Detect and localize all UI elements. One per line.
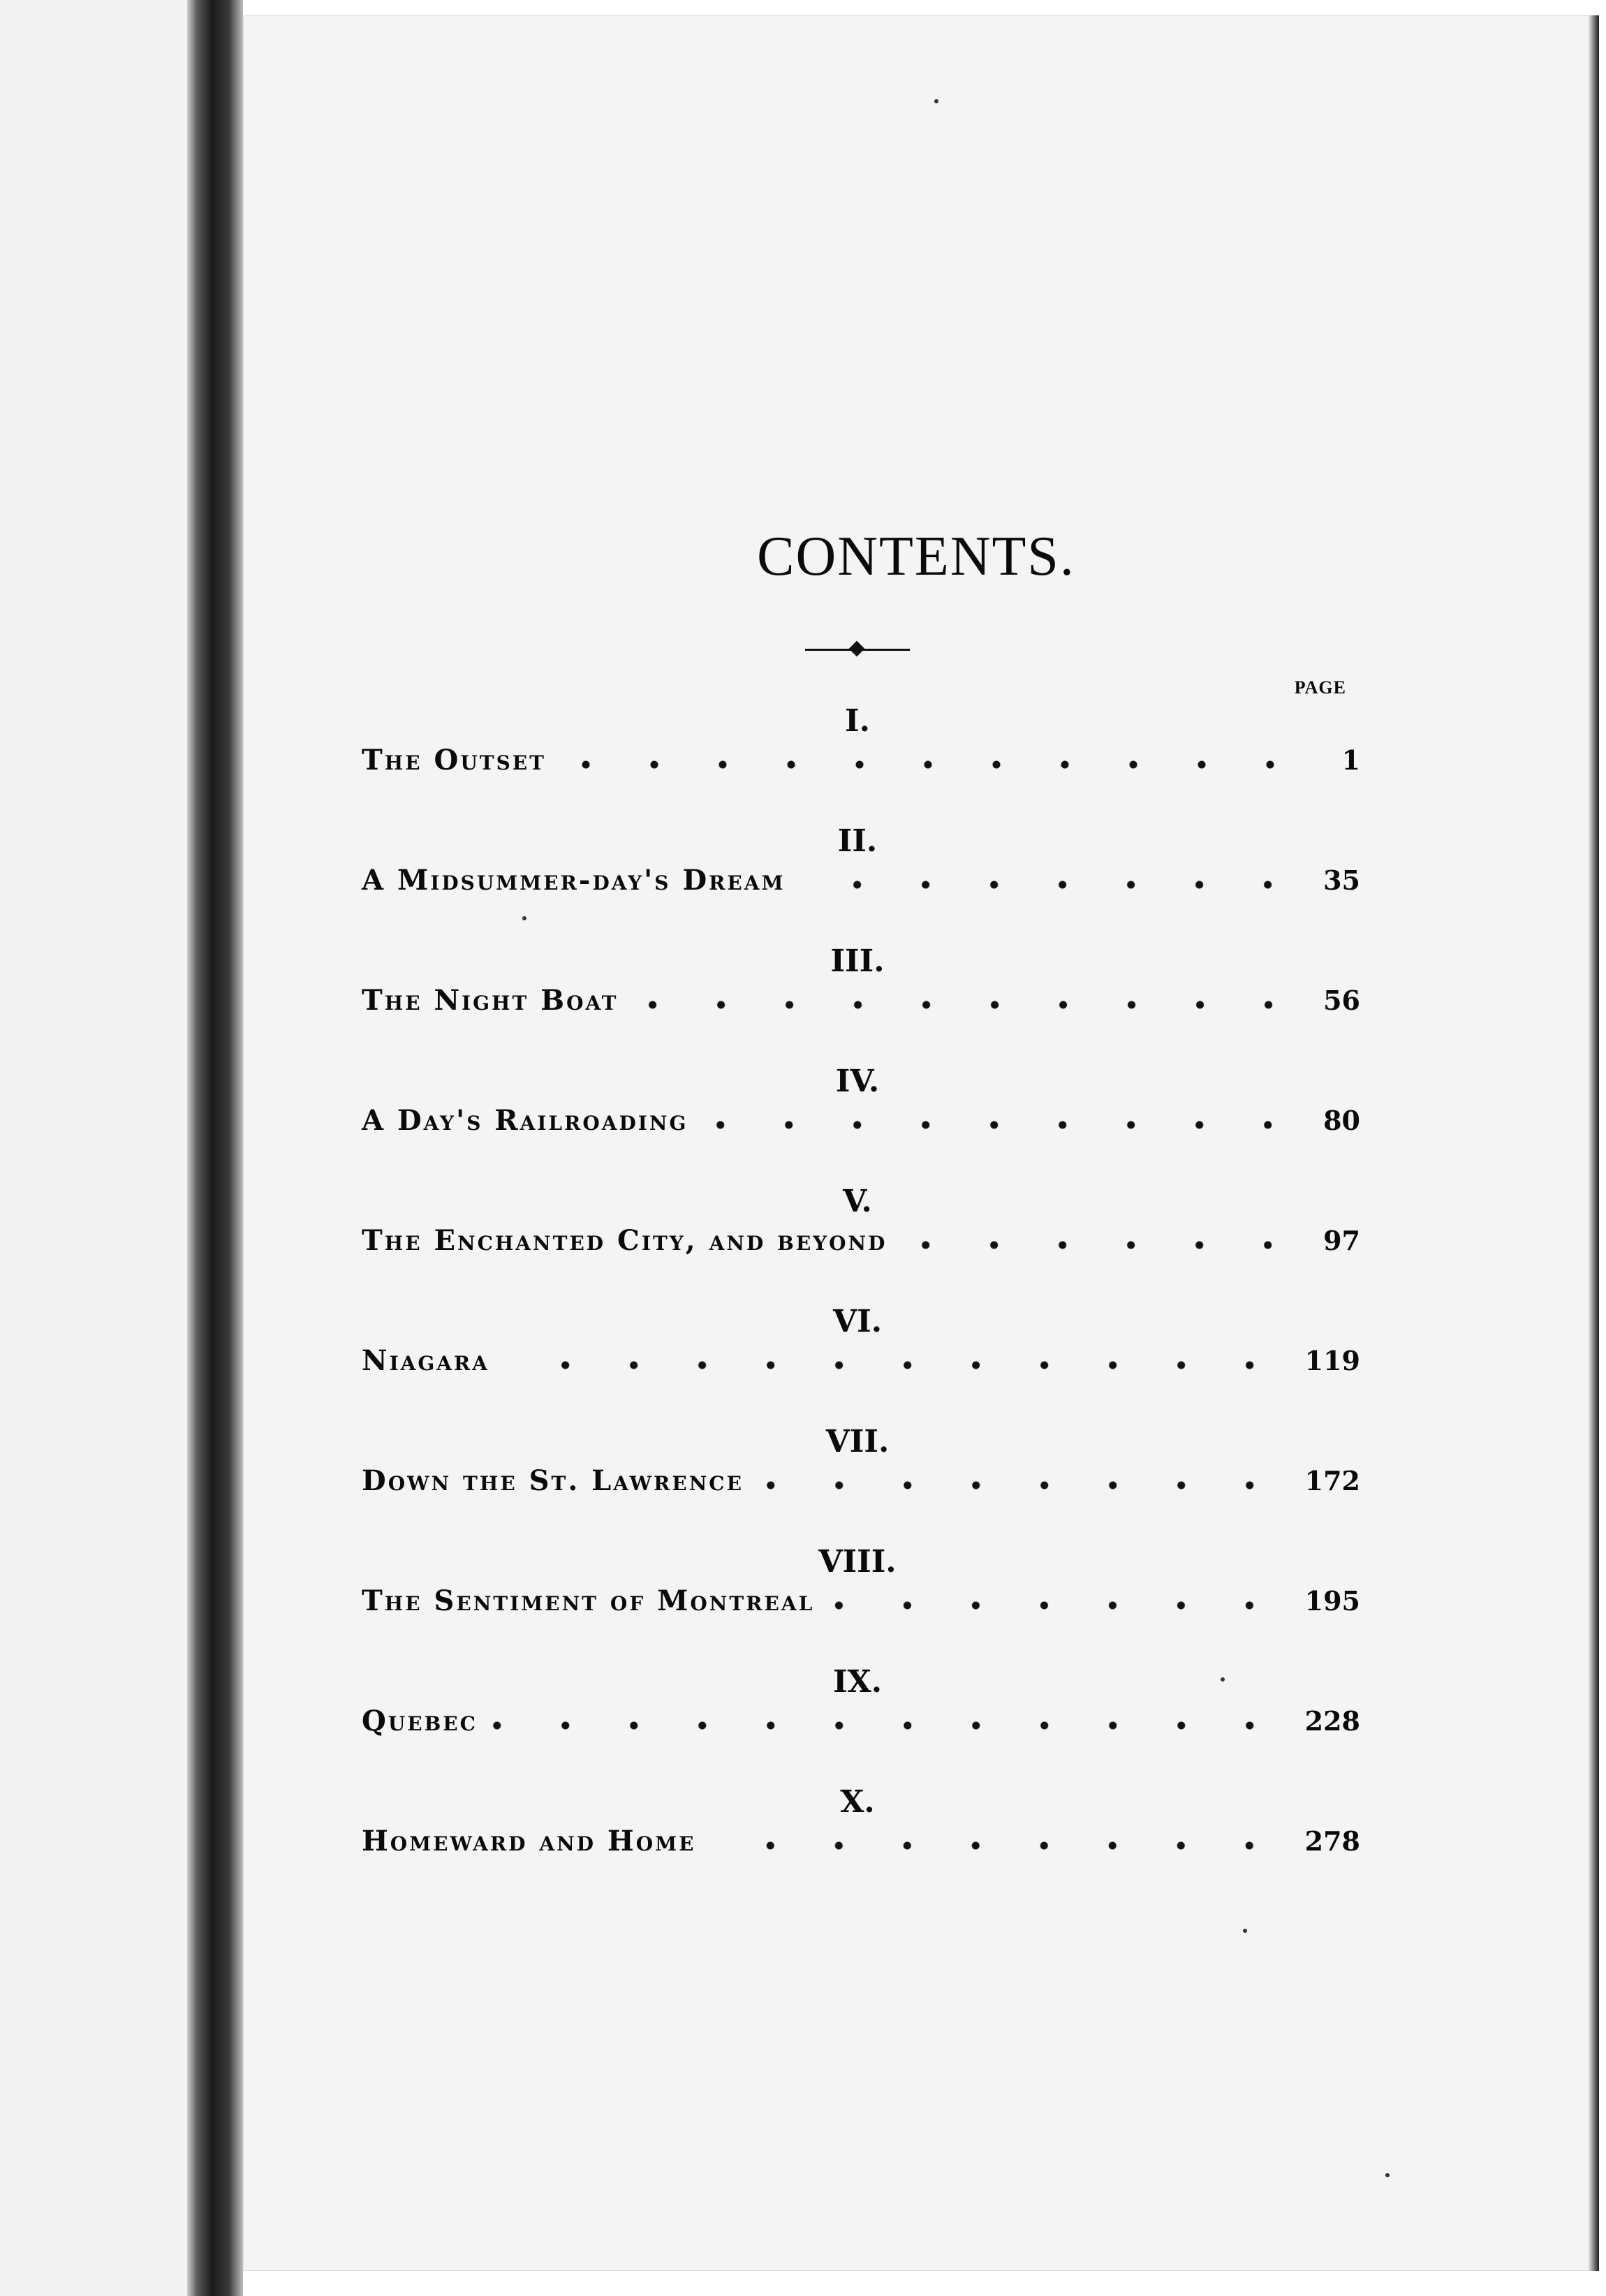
chapter-page-number: 80 — [1323, 1105, 1360, 1136]
dot-leader — [505, 1361, 1284, 1369]
chapter-page-number: 172 — [1304, 1465, 1360, 1496]
page-title: CONTENTS. — [757, 526, 1075, 587]
page-edge — [1589, 15, 1599, 2271]
dot-leader — [561, 760, 1304, 769]
dot-leader — [902, 1241, 1302, 1249]
chapter-page-number: 278 — [1304, 1825, 1360, 1857]
chapter-numeral: X. — [840, 1784, 875, 1820]
dot-leader — [800, 881, 1302, 889]
contents-entry[interactable] — [362, 744, 1360, 786]
contents-entry[interactable] — [362, 1224, 1360, 1266]
dot-leader — [493, 1721, 1284, 1730]
facing-page — [0, 0, 187, 2296]
chapter-page-number: 97 — [1323, 1225, 1360, 1256]
chapter-numeral: V. — [843, 1184, 872, 1219]
dot-leader — [759, 1481, 1284, 1489]
contents-entry[interactable] — [362, 1344, 1360, 1386]
chapter-page-number: 195 — [1304, 1585, 1360, 1617]
chapter-title: The Sentiment of Montreal — [362, 1584, 815, 1617]
dot-leader — [830, 1601, 1283, 1610]
chapter-title: The Enchanted City, and beyond — [362, 1224, 887, 1257]
dot-leader — [711, 1841, 1283, 1850]
chapter-numeral: IX. — [832, 1664, 883, 1700]
chapter-page-number: 1 — [1341, 744, 1360, 776]
diamond-icon — [849, 641, 865, 657]
chapter-title: A Midsummer-day's Dream — [362, 864, 786, 897]
chapter-title: A Day's Railroading — [362, 1104, 688, 1137]
contents-entry[interactable] — [362, 864, 1360, 906]
book-binding — [187, 0, 243, 2296]
chapter-numeral: II. — [837, 823, 878, 859]
dot-leader — [703, 1121, 1302, 1129]
chapter-title: Homeward and Home — [362, 1825, 696, 1857]
chapter-page-number: 228 — [1304, 1705, 1360, 1737]
chapter-numeral: III. — [830, 943, 885, 979]
page-column-label: PAGE — [1294, 677, 1346, 698]
table-of-contents — [243, 15, 1589, 2271]
contents-entry[interactable] — [362, 1705, 1360, 1746]
contents-page — [243, 15, 1589, 2271]
chapter-numeral: VII. — [825, 1424, 890, 1459]
contents-entry[interactable] — [362, 1464, 1360, 1506]
title-ornament — [805, 642, 910, 656]
contents-entry[interactable] — [362, 1584, 1360, 1626]
chapter-title: Niagara — [362, 1344, 490, 1377]
chapter-title: Quebec — [362, 1705, 478, 1737]
chapter-title: Down the St. Lawrence — [362, 1464, 744, 1497]
chapter-page-number: 119 — [1304, 1345, 1360, 1376]
chapter-title: The Outset — [362, 744, 546, 777]
contents-entry[interactable] — [362, 984, 1360, 1026]
dot-leader — [634, 1001, 1303, 1009]
chapter-numeral: IV. — [835, 1064, 880, 1099]
chapter-title: The Night Boat — [362, 984, 619, 1017]
chapter-numeral: VI. — [832, 1304, 883, 1339]
chapter-page-number: 56 — [1323, 985, 1360, 1016]
contents-entry[interactable] — [362, 1825, 1360, 1867]
chapter-numeral: I. — [845, 703, 870, 739]
chapter-numeral: VIII. — [818, 1544, 897, 1580]
contents-entry[interactable] — [362, 1104, 1360, 1146]
chapter-page-number: 35 — [1323, 864, 1360, 896]
